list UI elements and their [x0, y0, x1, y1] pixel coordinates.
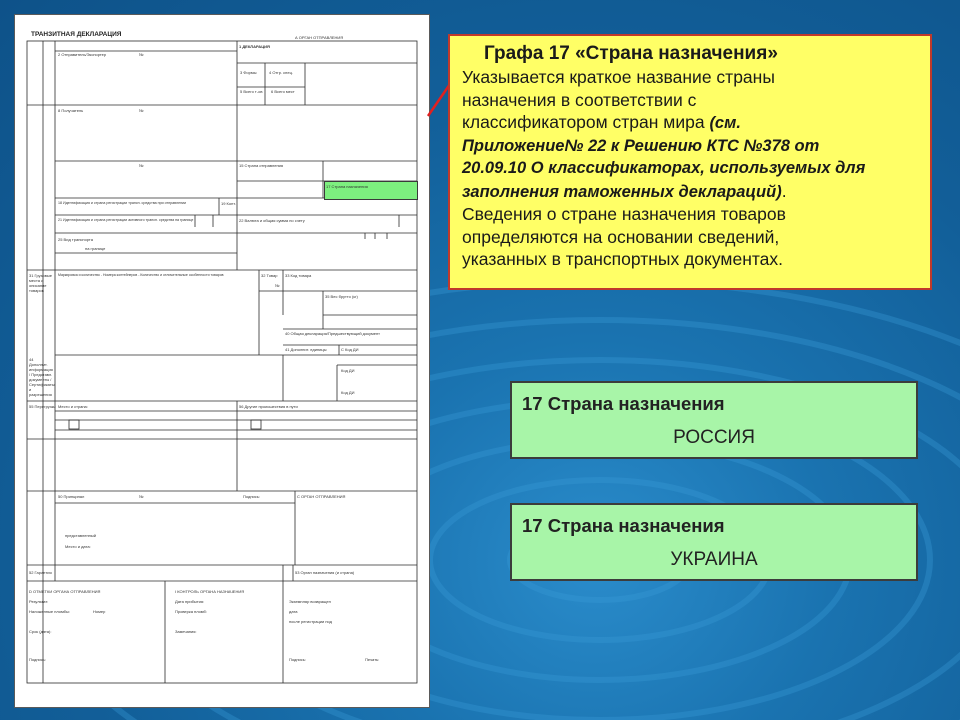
note-line-1: Указывается краткое название страны: [462, 67, 775, 87]
field-35-label: 35 Вес брутто (кг): [325, 294, 358, 299]
field-i-arrival: Дата прибытия:: [175, 599, 205, 604]
transit-declaration-form: [14, 14, 430, 708]
field-41-label: 41 Дополнит. единицы: [285, 347, 327, 352]
field-44-label: 44 Дополнит. информация / Представл. документы / Сертификаты и разрешения: [29, 357, 55, 397]
note-line-3: [462, 111, 918, 135]
field-52-label: 52 Гарантия: [29, 570, 52, 575]
field-53-label: 53 Орган назначения (и страна): [295, 570, 355, 575]
field-8-no: №: [139, 108, 144, 113]
field-44-code: Код ДИ: [341, 368, 355, 373]
field-50-signature: Подпись:: [243, 494, 260, 499]
example-box-label: 17 Страна назначения: [522, 393, 725, 414]
field-1-label: 1 ДЕКЛАРАЦИЯ: [239, 44, 270, 49]
field-d-label: D ОТМЕТКИ ОРГАНА ОТПРАВЛЕНИЯ: [29, 589, 101, 594]
field-5-label: 5 Всего т-ов: [240, 89, 263, 94]
form-title: ТРАНЗИТНАЯ ДЕКЛАРАЦИЯ: [31, 31, 122, 38]
example-box-value: РОССИЯ: [673, 427, 755, 448]
field-2-label: 2 Отправитель/Экспортер: [58, 52, 107, 57]
note-line-2: назначения в соответствии с: [462, 89, 697, 110]
form-grid-lines: [15, 15, 429, 707]
field-19-label: 19 Конт.: [221, 201, 236, 206]
field-22-label: 22 Валюта и общая сумма по счету: [239, 218, 305, 223]
field-50-place: Место и дата:: [65, 544, 91, 549]
field-50-rep: представленный: [65, 533, 96, 538]
example-box-label: 17 Страна назначения: [522, 515, 725, 536]
example-box-ukraine: [510, 503, 918, 581]
note-line-7: Сведения о стране назначения товаров: [462, 204, 786, 224]
field-55-place: Место и страна:: [58, 404, 88, 409]
field-31-label: 31 Грузовые места и описание товаров: [29, 273, 52, 293]
note-line-5: 20.09.10 О классификаторах, используемых для: [462, 159, 866, 177]
field-d-date: Срок (дата):: [29, 629, 52, 634]
note-line-4: Приложение№ 22 к Решению КТС №378 от: [462, 136, 820, 155]
note-line-6: [462, 180, 918, 204]
note-line-3-plain: классификатором стран мира: [462, 112, 710, 132]
field-33-label: 33 Код товара: [285, 273, 312, 278]
field-d-result: Результат:: [29, 599, 49, 604]
note-line-8: определяются на основании сведений,: [462, 226, 780, 247]
field-2-no: №: [139, 52, 144, 57]
note-line-3-em: (см.: [709, 114, 741, 132]
example-box-russia: [510, 381, 918, 459]
field-i-returned: Экземпляр возвращен: [289, 599, 331, 604]
field-i-signature: Подпись:: [289, 657, 306, 662]
field-i-date: дата: [289, 609, 298, 614]
field-21-label: 21 Идентификация и страна регистрации активного трансп. средства на границе: [58, 218, 194, 222]
field-no3: №: [139, 163, 144, 168]
field-32-label: 32 Товар: [261, 273, 278, 278]
field-18-label: 18 Идентификация и страна регистрации трансп. средства при отправлении: [58, 201, 187, 205]
field-55-label: 55 Перегрузки: [29, 404, 56, 409]
field-d-seals: Наложенные пломбы:: [29, 609, 70, 614]
note-line-6-tail: .: [781, 180, 787, 201]
field-41-sub: С Код ДИ: [341, 347, 359, 352]
field-50-no: №: [139, 494, 144, 499]
field-i-stamp: Печать:: [365, 657, 380, 662]
field-32-no: №: [275, 283, 280, 288]
field-40-label: 40 Общая декларация/Предшествующий документ: [285, 331, 380, 336]
field-i-label: I КОНТРОЛЬ ОРГАНА НАЗНАЧЕНИЯ: [175, 589, 245, 594]
field-3-label: 3 Формы: [240, 70, 257, 75]
field-50-label: 50 Принципал: [58, 494, 85, 499]
field-15-label: 15 Страна отправления: [239, 163, 284, 168]
note-line-6-em: заполнения таможенных деклараций): [462, 182, 782, 201]
field-6-label: 6 Всего мест: [271, 89, 295, 94]
box-17-explanation-note: [448, 34, 932, 290]
field-31-desc: Маркировка и количество - Номера контейнеров - Количество и отличительные особенности товаров: [58, 273, 224, 277]
field-4-label: 4 Отгр. спец.: [269, 70, 293, 75]
field-25-label: 25 Вид транспорта: [58, 237, 93, 242]
field-56-label: 56 Другие происшествия в пути: [239, 404, 298, 409]
note-line-9: указанных в транспортных документах.: [462, 249, 784, 269]
field-d-signature: Подпись:: [29, 657, 46, 662]
field-i-seals: Проверка пломб:: [175, 609, 207, 614]
field-8-label: 8 Получатель: [58, 108, 84, 113]
field-44-code2: Код ДИ: [341, 390, 355, 395]
field-c-label: С ОРГАН ОТПРАВЛЕНИЯ: [297, 494, 346, 499]
field-17-label: 17 Страна назначения: [326, 184, 368, 189]
field-d-number: Номер: [93, 609, 106, 614]
field-a-label: А ОРГАН ОТПРАВЛЕНИЯ: [295, 35, 344, 40]
field-i-remarks: Замечания:: [175, 629, 197, 634]
field-25-sub: на границе: [85, 246, 106, 251]
note-heading: Графа 17 «Страна назначения»: [484, 43, 778, 64]
field-i-after-reg: после регистрации под: [289, 619, 332, 624]
example-box-value: УКРАИНА: [670, 549, 758, 570]
